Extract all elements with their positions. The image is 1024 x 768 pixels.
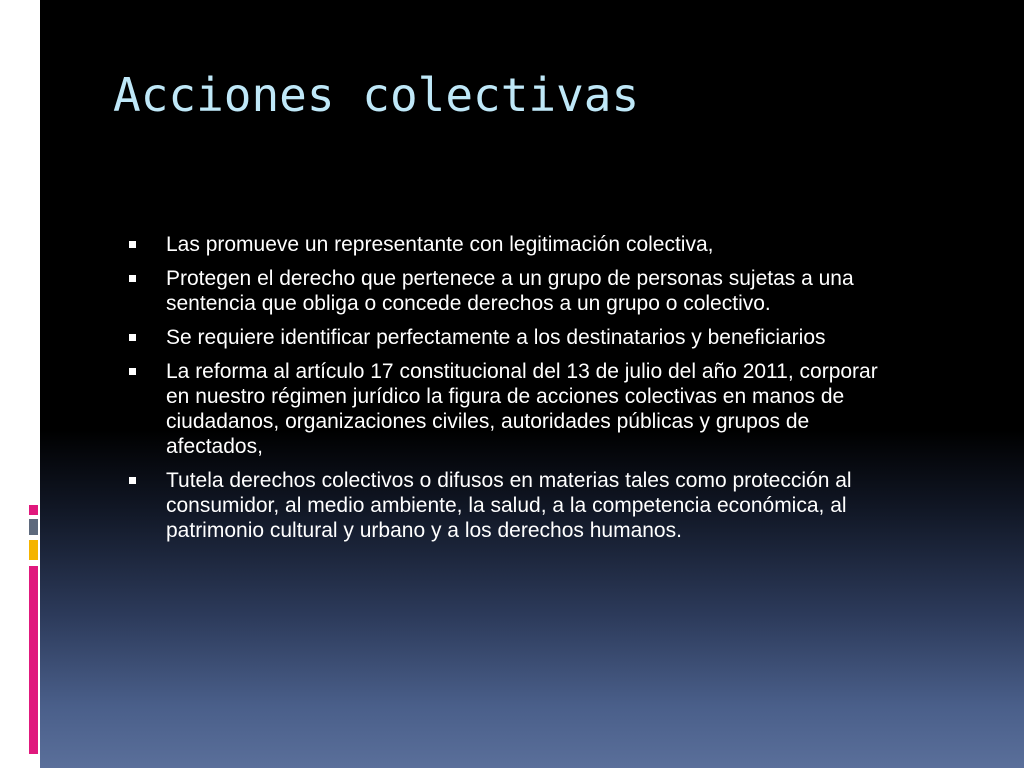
square-bullet-icon <box>129 477 136 484</box>
bullet-text: Protegen el derecho que pertenece a un grupo de personas sujetas a una sentencia que obliga o concede derechos a un grupo o colectivo. <box>166 267 854 315</box>
square-bullet-icon <box>129 241 136 248</box>
bullet-item <box>128 266 888 316</box>
bullet-text: Las promueve un representante con legitimación colectiva, <box>166 233 714 256</box>
bullet-list <box>128 232 888 552</box>
bullet-text: Tutela derechos colectivos o difusos en materias tales como protección al consumidor, al medio ambiente, la salud, a la competencia económica, al patrimonio cultural y urbano y a los derechos humanos. <box>166 469 852 542</box>
square-bullet-icon <box>129 368 136 375</box>
accent-bar-pink-long <box>29 566 38 754</box>
bullet-item <box>128 468 888 543</box>
square-bullet-icon <box>129 275 136 282</box>
accent-bar-pink-top <box>29 505 38 515</box>
bullet-item <box>128 325 888 350</box>
bullet-text: La reforma al artículo 17 constitucional del 13 de julio del año 2011, corporar en nuestro régimen jurídico la figura de acciones colectivas en manos de ciudadanos, organizaciones civiles, autoridades públicas y grupos de afectados, <box>166 360 878 458</box>
bullet-item <box>128 359 888 459</box>
accent-bar-yellow <box>29 540 38 560</box>
bullet-text: Se requiere identificar perfectamente a los destinatarios y beneficiarios <box>166 326 826 349</box>
bullet-item <box>128 232 888 257</box>
slide-title: Acciones colectivas <box>113 68 640 122</box>
accent-bar-gray <box>29 519 38 535</box>
square-bullet-icon <box>129 334 136 341</box>
